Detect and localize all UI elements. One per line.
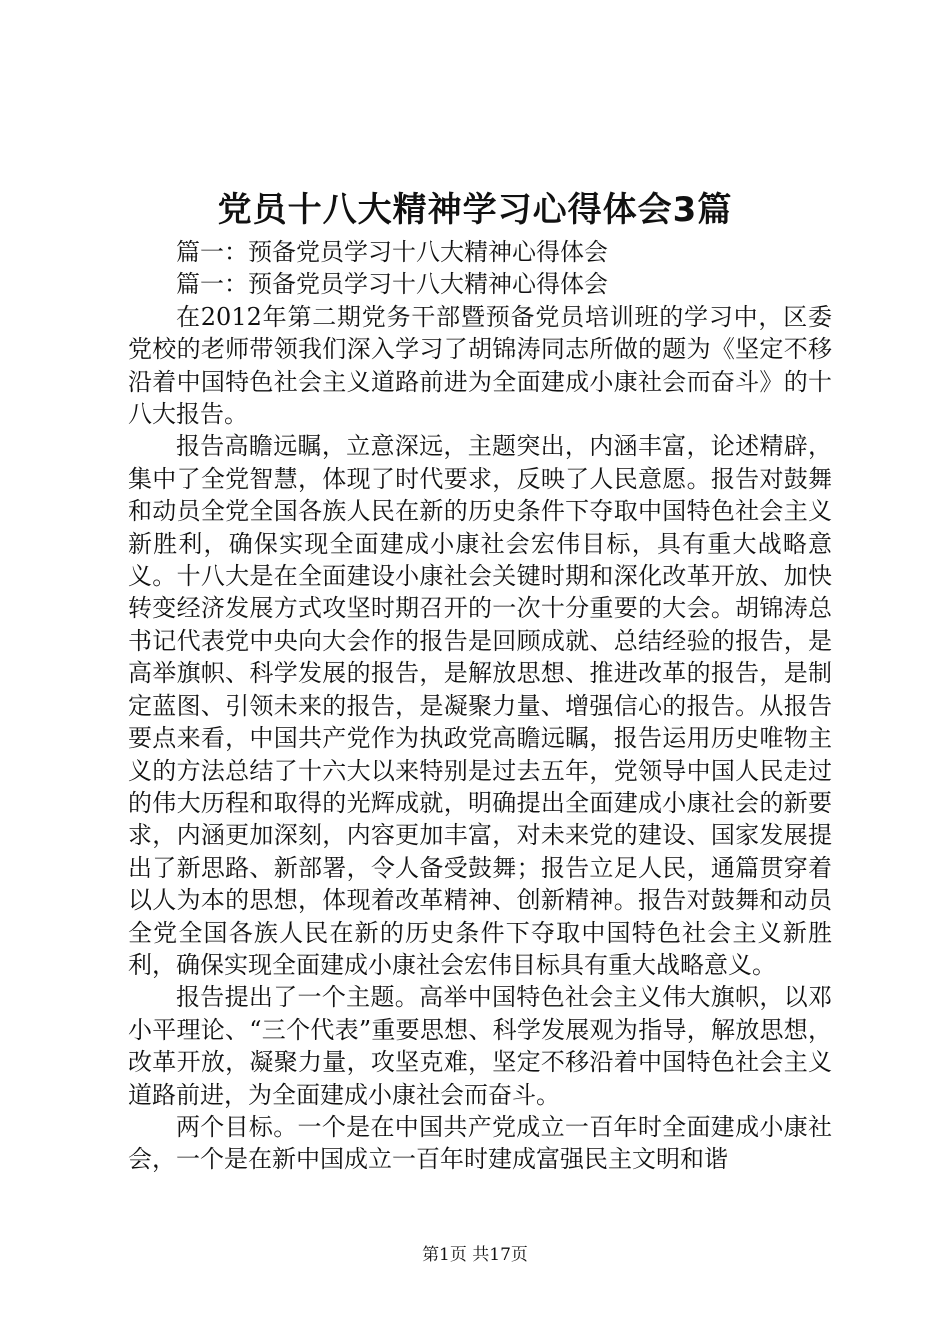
paragraph: 两个目标。一个是在中国共产党成立一百年时全面建成小康社会，一个是在新中国成立一百年时建成富强民主文明和谐 [128,1112,832,1174]
document-title: 党员十八大精神学习心得体会3篇 [217,190,733,230]
paragraph: 篇一：预备党员学习十八大精神心得体会 [176,270,608,299]
paragraph: 报告提出了一个主题。高举中国特色社会主义伟大旗帜，以邓小平理论、“三个代表”重要思想、科学发展观为指导，解放思想，改革开放，凝聚力量，攻坚克难，坚定不移沿着中国特色社会主义道路前进，为全面建成小康社会而奋斗。 [128,983,832,1109]
paragraph: 在2012年第二期党务干部暨预备党员培训班的学习中，区委党校的老师带领我们深入学习了胡锦涛同志所做的题为《坚定不移沿着中国特色社会主义道路前进为全面建成小康社会而奋斗》的十八大报告。 [128,302,832,429]
paragraph: 篇一：预备党员学习十八大精神心得体会 [176,238,608,266]
page-number-footer: 第1页 共17页 [422,1245,528,1265]
paragraph: 报告高瞻远瞩，立意深远，主题突出，内涵丰富，论述精辟，集中了全党智慧，体现了时代要求，反映了人民意愿。报告对鼓舞和动员全党全国各族人民在新的历史条件下夺取中国特色社会主义新胜利，确保实现全面建成小康社会宏伟目标，具有重大战略意义。十八大是在全面建设小康社会关键时期和深化改革开放、加快转变经济发展方式攻坚时期召开的一次十分重要的大会。胡锦涛总书记代表党中央向大会作的报告是回顾成就、总结经验的报告，是高举旗帜、科学发展的报告，是解放思想、推进改革的报告，是制定蓝图、引领未来的报告，是凝聚力量、增强信心的报告。从报告要点来看，中国共产党作为执政党高瞻远瞩，报告运用历史唯物主义的方法总结了十六大以来特别是过去五年，党领导中国人民走过的伟大历程和取得的光辉成就，明确提出全面建成小康社会的新要求，内涵更加深刻，内容更加丰富，对未来党的建设、国家发展提出了新思路、新部署，令人备受鼓舞；报告立足人民，通篇贯穿着以人为本的思想，体现着改革精神、创新精神。报告对鼓舞和动员全党全国各族人民在新的历史条件下夺取中国特色社会主义新胜利，确保实现全面建成小康社会宏伟目标具有重大战略意义。 [128,432,832,979]
document-body [128,236,832,1176]
